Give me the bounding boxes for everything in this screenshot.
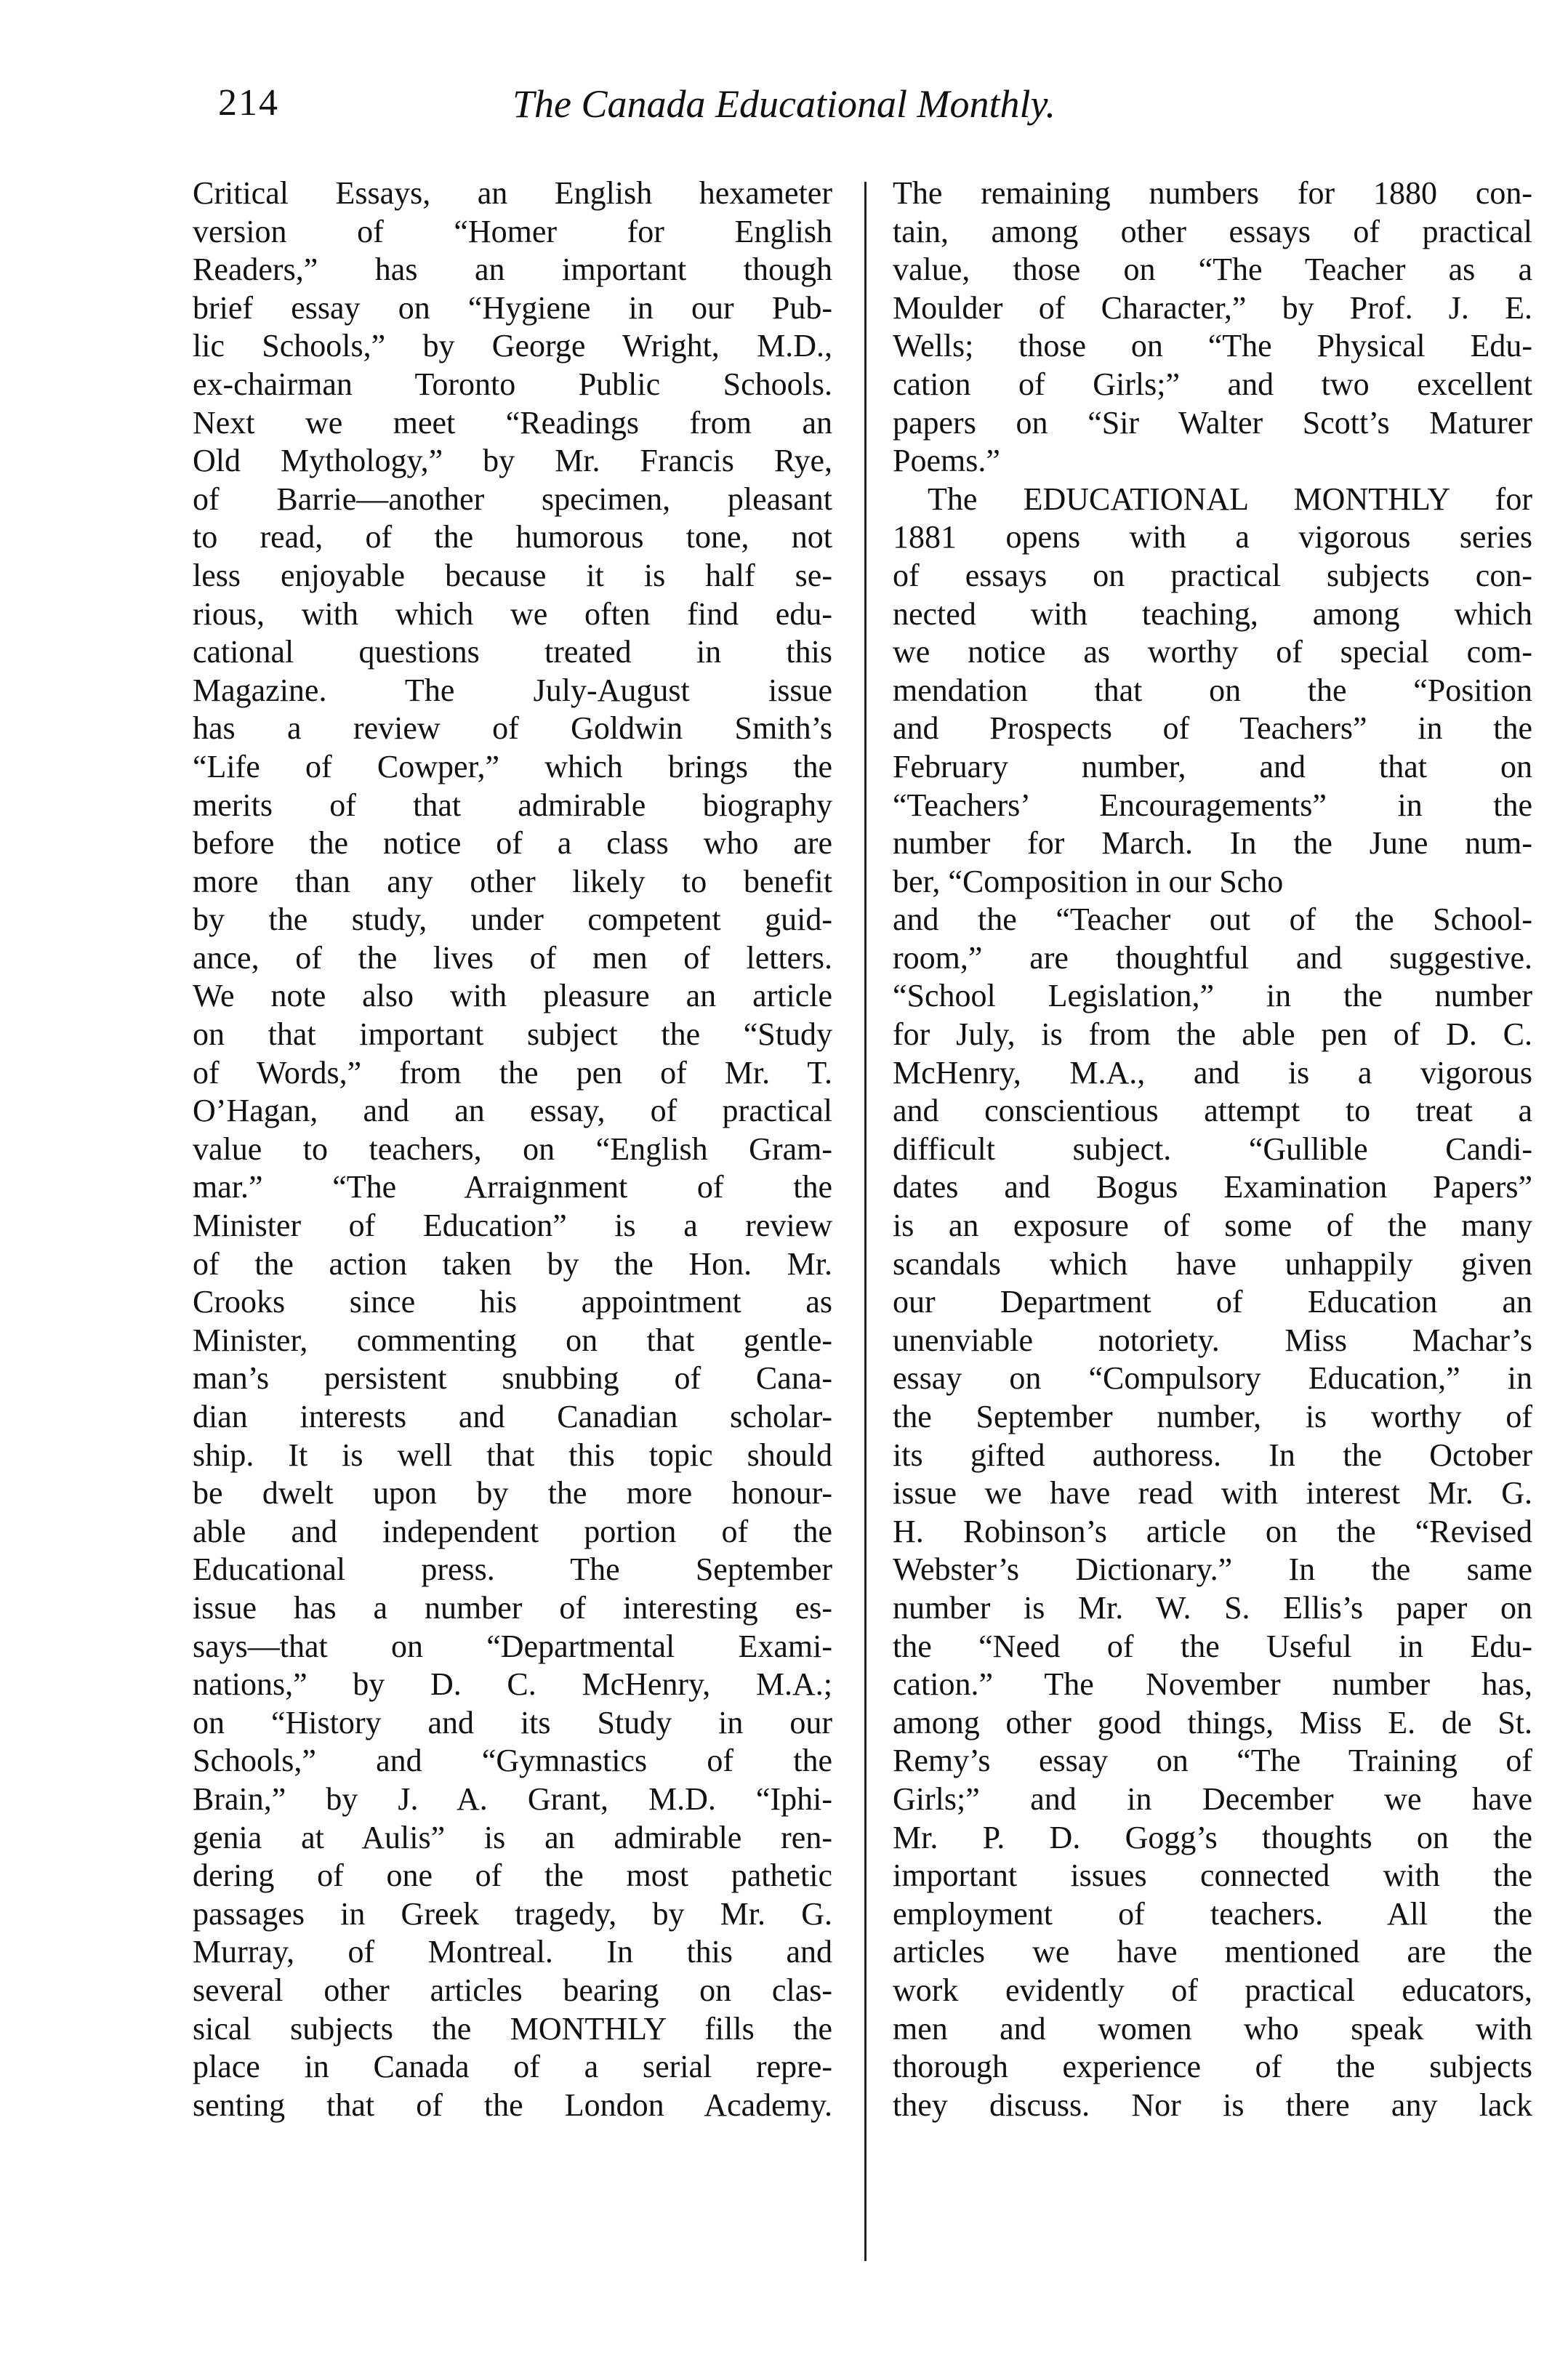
text-line: be dwelt upon by the more honour- (193, 1475, 832, 1511)
text-line: to read, of the humorous tone, not (193, 519, 832, 555)
text-line: issue we have read with interest Mr. G. (893, 1475, 1532, 1511)
text-line: essay on “Compulsory Education,” in (893, 1360, 1532, 1397)
text-line: before the notice of a class who are (193, 825, 832, 862)
text-line: Schools,” and “Gymnastics of the (193, 1743, 832, 1779)
text-line: Mr. P. D. Gogg’s thoughts on the (893, 1819, 1532, 1855)
text-line: Minister, commenting on that gentle- (193, 1322, 832, 1358)
text-line: on “History and its Study in our (193, 1704, 832, 1740)
text-line: Moulder of Character,” by Prof. J. E. (893, 289, 1532, 326)
text-line: room,” are thoughtful and suggestive. (893, 939, 1532, 976)
text-line: dian interests and Canadian scholar- (193, 1399, 832, 1434)
text-line: nations,” by D. C. McHenry, M.A.; (193, 1666, 832, 1703)
text-line: “Life of Cowper,” which brings the (193, 748, 832, 784)
text-line: Girls;” and in December we have (893, 1780, 1532, 1817)
column-divider (864, 182, 867, 2261)
text-line: merits of that admirable biography (193, 787, 832, 823)
text-line: men and women who speak with (893, 2010, 1532, 2047)
text-line: man’s persistent snubbing of Cana- (193, 1360, 832, 1397)
text-line: February number, and that on (893, 748, 1532, 784)
text-line: Webster’s Dictionary.” In the same (893, 1551, 1532, 1588)
text-line: ber, “Composition in our Scho (893, 863, 1284, 899)
text-line: important issues connected with the (893, 1858, 1532, 1894)
text-line: unenviable notoriety. Miss Machar’s (893, 1322, 1532, 1358)
text-line: Crooks since his appointment as (193, 1284, 832, 1320)
text-line: and conscientious attempt to treat a (893, 1093, 1532, 1129)
text-line: “School Legislation,” in the number (893, 978, 1532, 1014)
text-line: several other articles bearing on clas- (193, 1972, 832, 2008)
text-line: they discuss. Nor is there any lack (893, 2087, 1532, 2123)
text-line: of essays on practical subjects con- (893, 557, 1532, 593)
text-line: genia at Aulis” is an admirable ren- (193, 1819, 832, 1855)
text-line: 1881 opens with a vigorous series (893, 519, 1532, 555)
text-line: The EDUCATIONAL MONTHLY for (928, 481, 1532, 517)
text-line: Educational press. The September (193, 1551, 832, 1588)
page-number: 214 (218, 82, 279, 124)
text-line: number for March. In the June num- (893, 825, 1532, 862)
text-line: O’Hagan, and an essay, of practical (193, 1093, 832, 1129)
text-line: version of “Homer for English (193, 213, 832, 249)
text-line: Next we meet “Readings from an (193, 404, 832, 441)
text-line: Readers,” has an important though (193, 252, 832, 288)
text-line: “Teachers’ Encouragements” in the (893, 787, 1532, 823)
text-line: the September number, is worthy of (893, 1399, 1532, 1434)
text-line: nected with teaching, among which (893, 595, 1532, 632)
text-line: value, those on “The Teacher as a (893, 252, 1532, 288)
text-line: scandals which have unhappily given (893, 1245, 1532, 1282)
text-line: issue has a number of interesting es- (193, 1589, 832, 1626)
text-line: our Department of Education an (893, 1284, 1532, 1320)
text-line: papers on “Sir Walter Scott’s Maturer (893, 404, 1532, 441)
text-line: We note also with pleasure an article (193, 978, 832, 1014)
text-line: senting that of the London Academy. (193, 2087, 832, 2123)
text-line: cation.” The November number has, (893, 1666, 1532, 1703)
text-line: able and independent portion of the (193, 1513, 832, 1549)
text-line: Magazine. The July-August issue (193, 672, 832, 708)
text-line: place in Canada of a serial repre- (193, 2049, 832, 2085)
text-line: dates and Bogus Examination Papers” (893, 1169, 1532, 1205)
left-column (193, 174, 832, 2276)
text-line: on that important subject the “Study (193, 1016, 832, 1053)
running-head-title: The Canada Educational Monthly. (512, 82, 1056, 126)
text-line: Minister of Education” is a review (193, 1208, 832, 1244)
text-line: rious, with which we often find edu- (193, 595, 832, 632)
text-line: lic Schools,” by George Wright, M.D., (193, 328, 832, 364)
text-line: Remy’s essay on “The Training of (893, 1743, 1532, 1779)
text-line: says—that on “Departmental Exami- (193, 1628, 832, 1664)
text-line: more than any other likely to benefit (193, 863, 832, 899)
text-line: Critical Essays, an English hexameter (193, 175, 832, 211)
text-line: the “Need of the Useful in Edu- (893, 1628, 1532, 1664)
text-line: difficult subject. “Gullible Candi- (893, 1131, 1532, 1167)
text-line: number is Mr. W. S. Ellis’s paper on (893, 1589, 1532, 1626)
text-line: passages in Greek tragedy, by Mr. G. (193, 1895, 832, 1932)
text-line: less enjoyable because it is half se- (193, 557, 832, 593)
text-line: of Words,” from the pen of Mr. T. (193, 1054, 832, 1091)
text-line: its gifted authoress. In the October (893, 1437, 1532, 1473)
text-line: and the “Teacher out of the School- (893, 902, 1532, 938)
text-line: cation of Girls;” and two excellent (893, 366, 1532, 402)
text-line: among other good things, Miss E. de St. (893, 1704, 1532, 1740)
text-line: has a review of Goldwin Smith’s (193, 710, 832, 747)
text-line: Wells; those on “The Physical Edu- (893, 328, 1532, 364)
text-line: thorough experience of the subjects (893, 2049, 1532, 2085)
text-line: H. Robinson’s article on the “Revised (893, 1513, 1532, 1549)
text-line: sical subjects the MONTHLY fills the (193, 2010, 832, 2047)
text-line: Poems.” (893, 443, 1000, 479)
text-line: Brain,” by J. A. Grant, M.D. “Iphi- (193, 1780, 832, 1817)
text-line: of the action taken by the Hon. Mr. (193, 1245, 832, 1282)
text-line: Old Mythology,” by Mr. Francis Rye, (193, 443, 832, 479)
text-line: is an exposure of some of the many (893, 1208, 1532, 1244)
text-line: dering of one of the most pathetic (193, 1858, 832, 1894)
text-line: value to teachers, on “English Gram- (193, 1131, 832, 1167)
text-line: for July, is from the able pen of D. C. (893, 1016, 1532, 1053)
text-line: McHenry, M.A., and is a vigorous (893, 1054, 1532, 1091)
text-line: and Prospects of Teachers” in the (893, 710, 1532, 747)
right-column (893, 174, 1532, 2276)
text-line: of Barrie—another specimen, pleasant (193, 481, 832, 517)
text-line: employment of teachers. All the (893, 1895, 1532, 1932)
text-line: ance, of the lives of men of letters. (193, 939, 832, 976)
text-line: mar.” “The Arraignment of the (193, 1169, 832, 1205)
text-line: cational questions treated in this (193, 634, 832, 670)
text-line: ship. It is well that this topic should (193, 1437, 832, 1473)
text-line: articles we have mentioned are the (893, 1934, 1532, 1970)
text-line: tain, among other essays of practical (893, 213, 1532, 249)
text-line: by the study, under competent guid- (193, 902, 832, 938)
text-line: mendation that on the “Position (893, 672, 1532, 708)
text-line: ex-chairman Toronto Public Schools. (193, 366, 832, 402)
text-line: The remaining numbers for 1880 con- (893, 175, 1532, 211)
text-line: brief essay on “Hygiene in our Pub- (193, 289, 832, 326)
text-line: we notice as worthy of special com- (893, 634, 1532, 670)
text-line: work evidently of practical educators, (893, 1972, 1532, 2008)
text-line: Murray, of Montreal. In this and (193, 1934, 832, 1970)
